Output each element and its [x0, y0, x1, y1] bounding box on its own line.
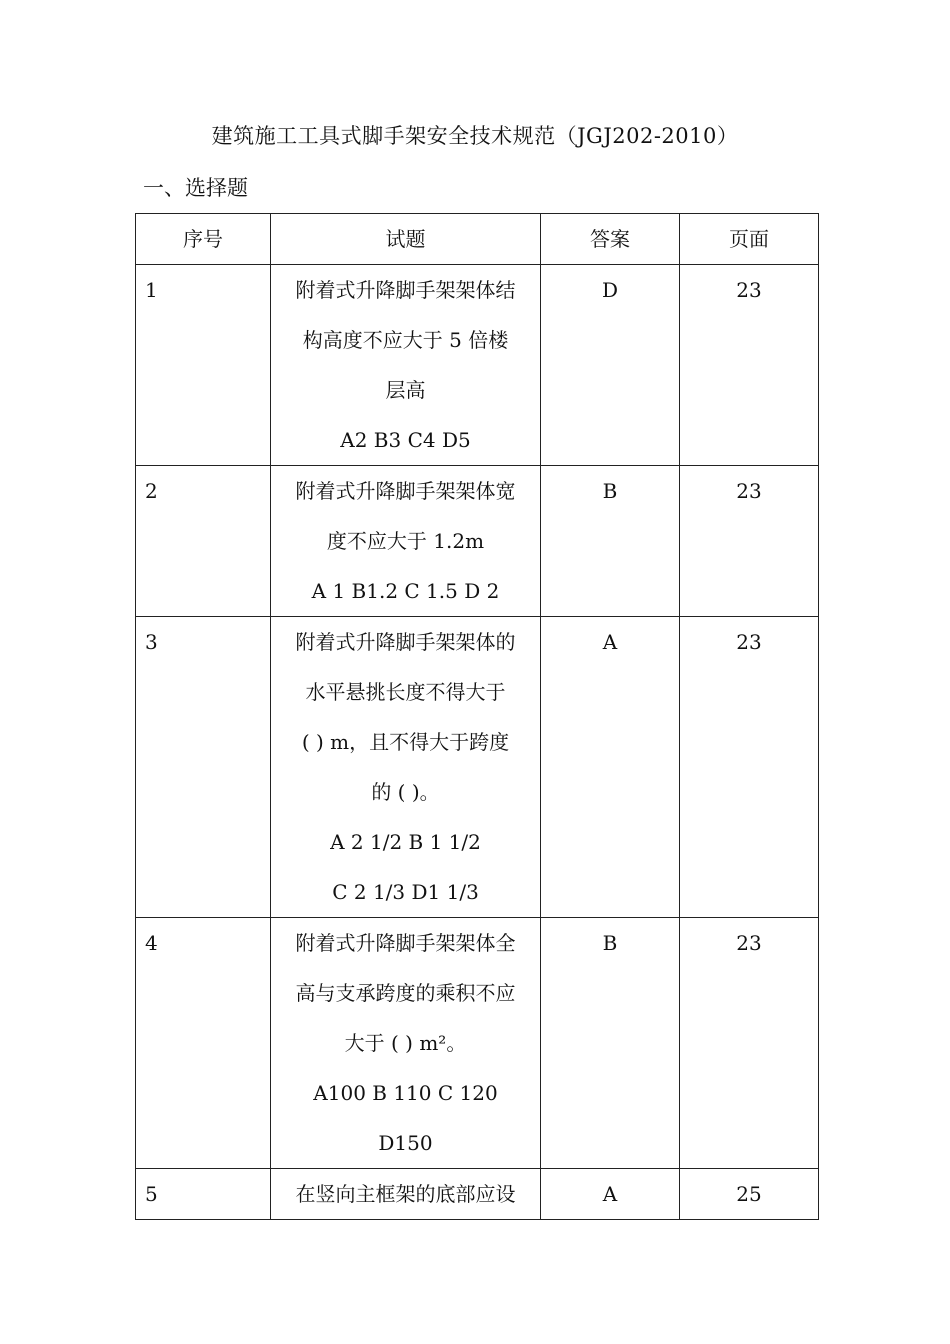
question-text [271, 617, 541, 918]
answer-cell: B [541, 918, 680, 1169]
page-cell: 25 [680, 1169, 819, 1220]
question-text [271, 1169, 541, 1220]
page-cell: 23 [680, 466, 819, 617]
question-line: 在竖向主框架的底部应设 [295, 1182, 516, 1206]
question-line: 附着式升降脚手架架体全 [295, 931, 516, 955]
row-number: 5 [136, 1169, 271, 1220]
question-options: C 2 1/3 D1 1/3 [332, 880, 479, 904]
question-line: 度不应大于 1.2m [326, 529, 485, 553]
question-line: 附着式升降脚手架架体的 [295, 630, 516, 654]
question-options: A 1 B1.2 C 1.5 D 2 [311, 579, 500, 603]
answer-cell: B [541, 466, 680, 617]
question-line: 高与支承跨度的乘积不应 [295, 981, 516, 1005]
question-line: ( ) m，且不得大于跨度 [301, 730, 510, 754]
header-number: 序号 [136, 214, 271, 265]
row-number: 1 [136, 265, 271, 466]
header-page: 页面 [680, 214, 819, 265]
table-row [136, 918, 819, 1169]
section-heading: 一、选择题 [143, 176, 248, 200]
question-line: 附着式升降脚手架架体结 [295, 278, 516, 302]
answer-cell: A [541, 617, 680, 918]
table-row [136, 466, 819, 617]
page-cell: 23 [680, 617, 819, 918]
question-text [271, 918, 541, 1169]
question-options: A 2 1/2 B 1 1/2 [330, 830, 481, 854]
question-line: 的 ( )。 [371, 780, 440, 804]
row-number: 2 [136, 466, 271, 617]
page-cell: 23 [680, 918, 819, 1169]
question-text [271, 265, 541, 466]
page-cell: 23 [680, 265, 819, 466]
question-line: 大于 ( ) m²。 [344, 1031, 467, 1055]
question-options: A2 B3 C4 D5 [340, 428, 471, 452]
answer-cell: A [541, 1169, 680, 1220]
document-title: 建筑施工工具式脚手架安全技术规范（JGJ202-2010） [211, 124, 739, 148]
header-answer: 答案 [541, 214, 680, 265]
answer-cell: D [541, 265, 680, 466]
table-header-row [136, 214, 819, 265]
question-text [271, 466, 541, 617]
header-question: 试题 [271, 214, 541, 265]
table-row [136, 265, 819, 466]
question-line: 构高度不应大于 5 倍楼 [302, 328, 509, 352]
table-row [136, 617, 819, 918]
question-line: 层高 [385, 378, 426, 402]
table-row [136, 1169, 819, 1220]
row-number: 4 [136, 918, 271, 1169]
question-line: 附着式升降脚手架架体宽 [295, 479, 516, 503]
question-line: 水平悬挑长度不得大于 [305, 680, 506, 704]
question-options: A100 B 110 C 120 [313, 1081, 498, 1105]
question-table [135, 213, 819, 1220]
question-options: D150 [378, 1131, 433, 1155]
row-number: 3 [136, 617, 271, 918]
